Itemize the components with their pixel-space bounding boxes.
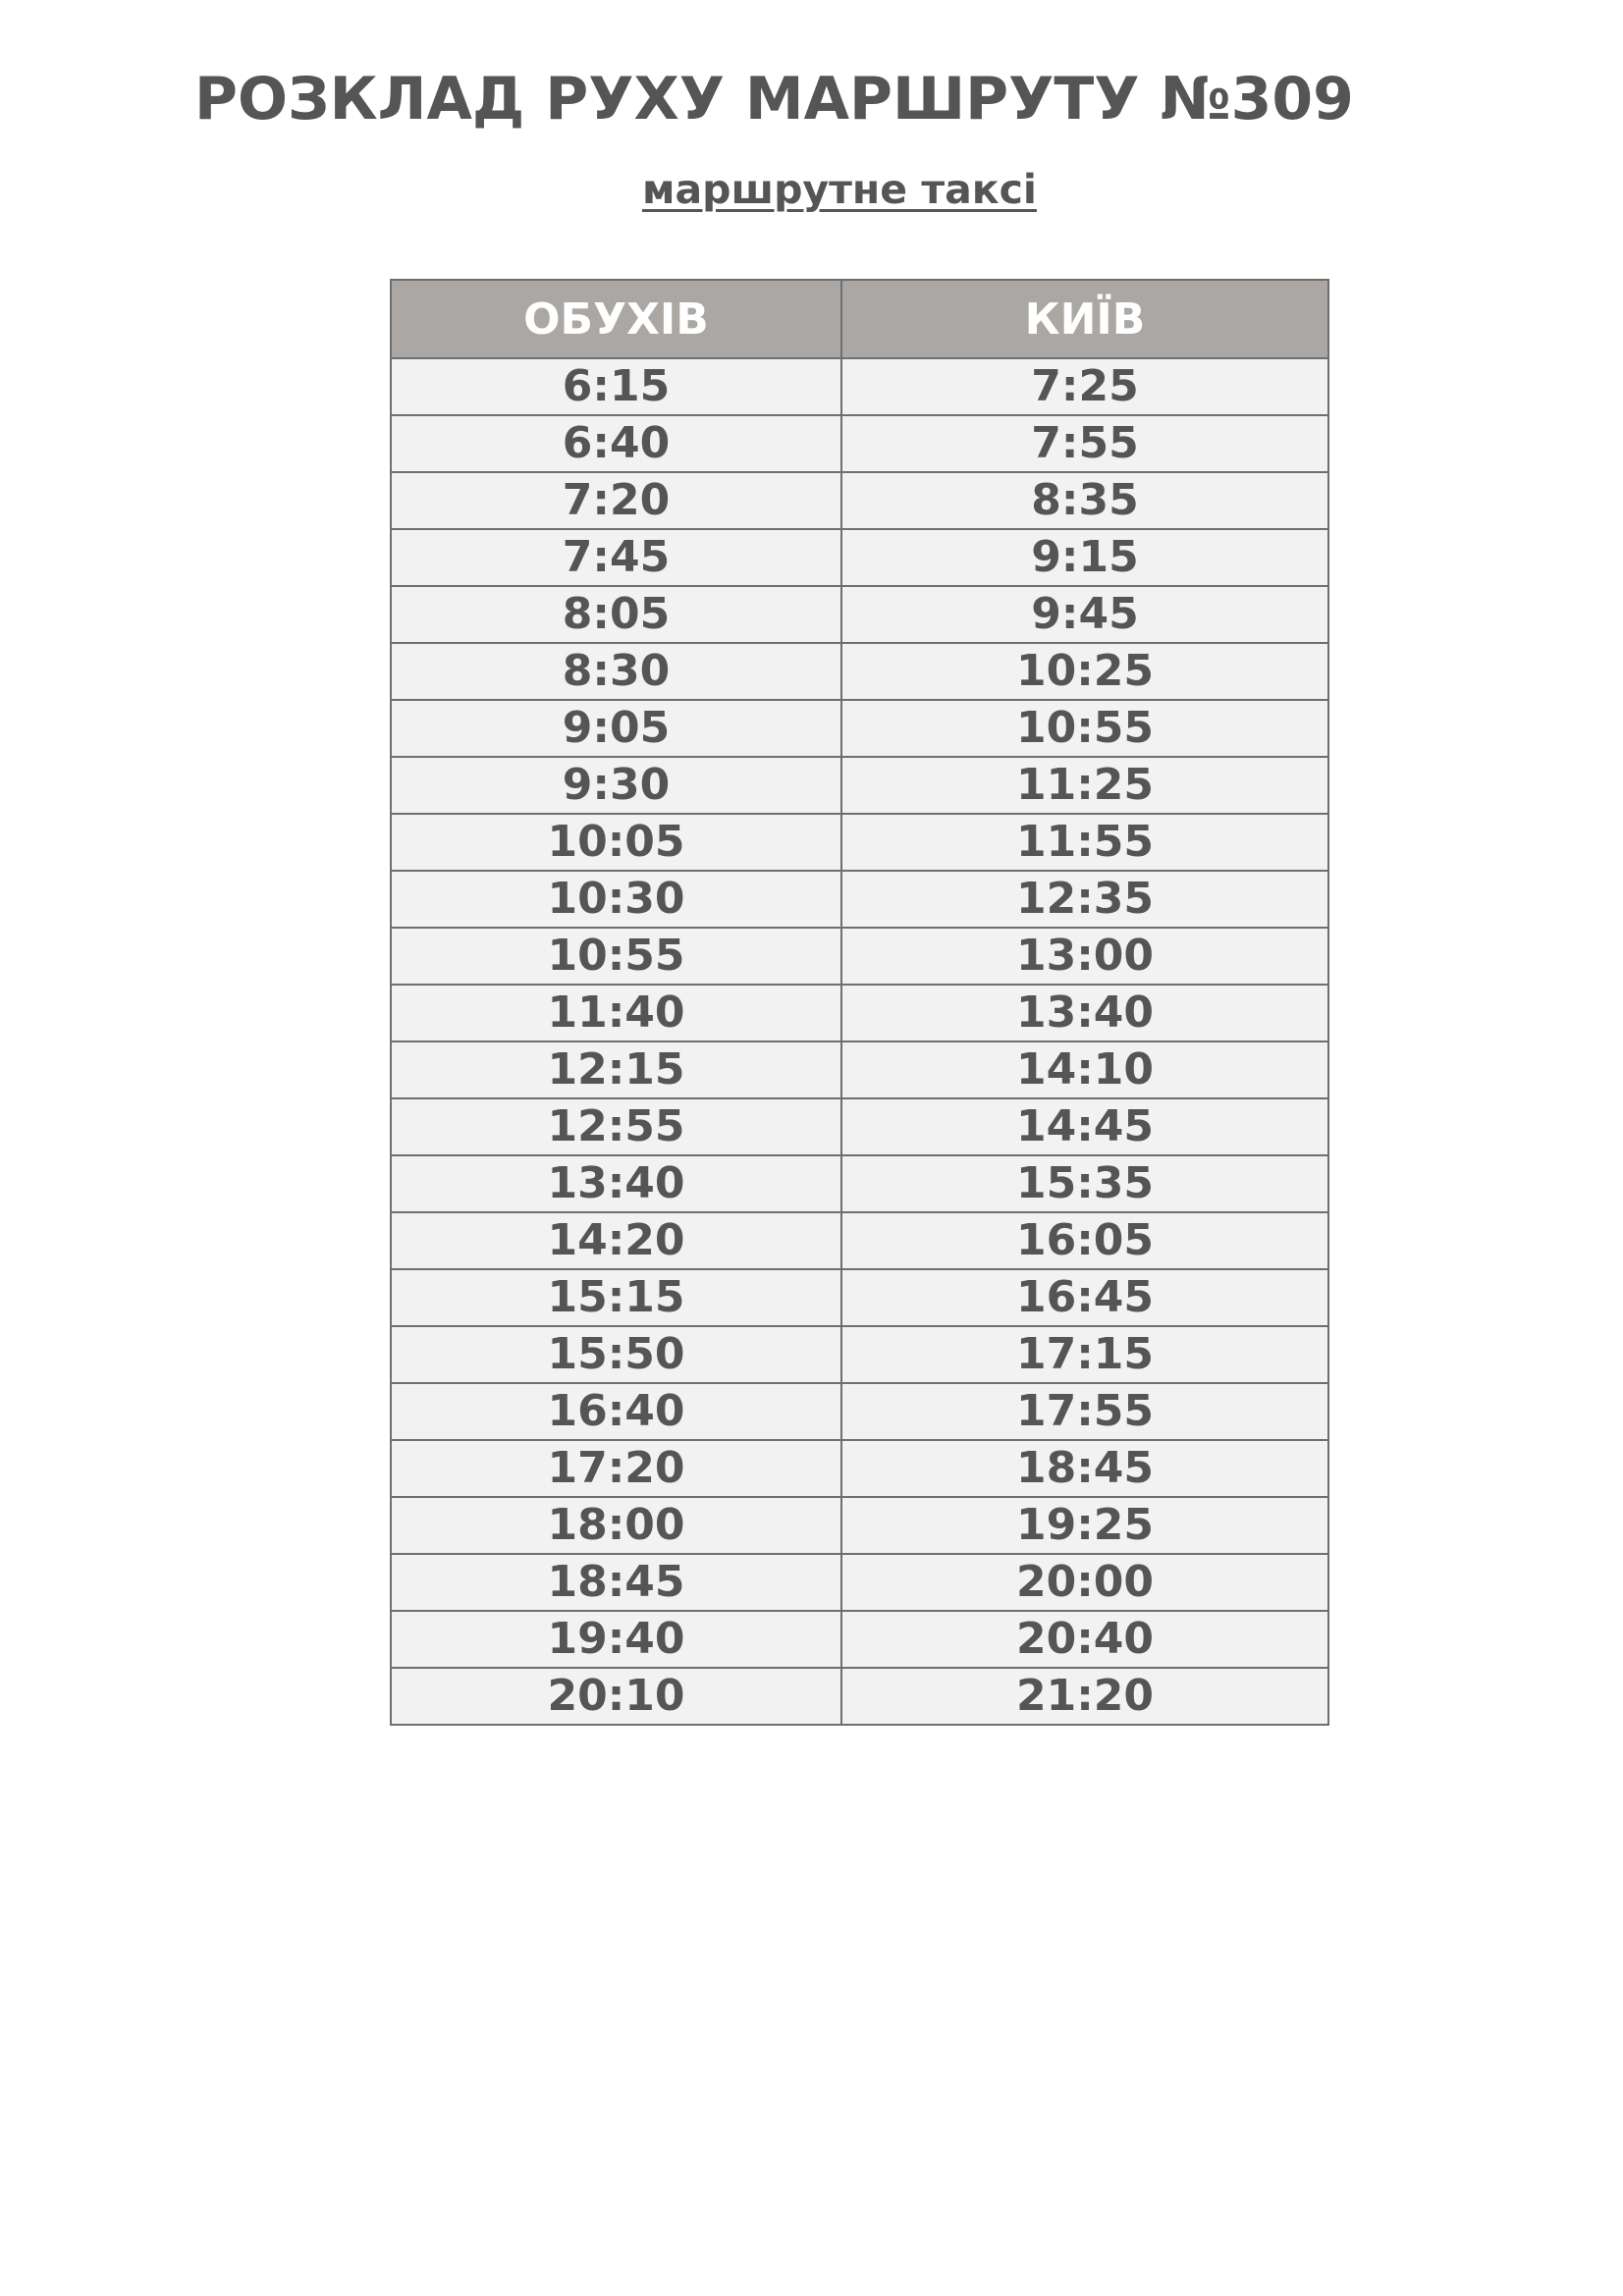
schedule-header-row [391, 280, 1328, 358]
table-row [391, 643, 1328, 700]
page-subtitle: маршрутне таксі [642, 166, 1037, 213]
departure-kyiv-cell: 17:55 [841, 1383, 1328, 1440]
table-row [391, 586, 1328, 643]
schedule-body [391, 358, 1328, 1725]
departure-obukhiv-cell: 6:15 [391, 358, 841, 415]
departure-kyiv-cell: 18:45 [841, 1440, 1328, 1497]
departure-obukhiv-cell: 13:40 [391, 1155, 841, 1212]
table-row [391, 1497, 1328, 1554]
departure-kyiv-cell: 19:25 [841, 1497, 1328, 1554]
departure-obukhiv-cell: 20:10 [391, 1668, 841, 1725]
table-row [391, 529, 1328, 586]
departure-kyiv-cell: 10:25 [841, 643, 1328, 700]
departure-obukhiv-cell: 19:40 [391, 1611, 841, 1668]
departure-obukhiv-cell: 8:30 [391, 643, 841, 700]
departure-obukhiv-cell: 15:50 [391, 1326, 841, 1383]
table-row [391, 1383, 1328, 1440]
departure-kyiv-cell: 9:45 [841, 586, 1328, 643]
departure-obukhiv-cell: 9:05 [391, 700, 841, 757]
table-row [391, 1326, 1328, 1383]
departure-obukhiv-cell: 18:00 [391, 1497, 841, 1554]
table-row [391, 871, 1328, 928]
departure-kyiv-cell: 16:45 [841, 1269, 1328, 1326]
table-row [391, 472, 1328, 529]
departure-kyiv-cell: 15:35 [841, 1155, 1328, 1212]
table-row [391, 1554, 1328, 1611]
departure-obukhiv-cell: 14:20 [391, 1212, 841, 1269]
table-row [391, 1098, 1328, 1155]
table-row [391, 1155, 1328, 1212]
departure-obukhiv-cell: 10:55 [391, 928, 841, 985]
departure-kyiv-cell: 11:55 [841, 814, 1328, 871]
departure-obukhiv-cell: 6:40 [391, 415, 841, 472]
departure-kyiv-cell: 14:10 [841, 1041, 1328, 1098]
departure-kyiv-cell: 12:35 [841, 871, 1328, 928]
departure-obukhiv-cell: 16:40 [391, 1383, 841, 1440]
departure-obukhiv-cell: 8:05 [391, 586, 841, 643]
departure-kyiv-cell: 14:45 [841, 1098, 1328, 1155]
table-row [391, 985, 1328, 1041]
table-row [391, 1611, 1328, 1668]
departure-obukhiv-cell: 7:45 [391, 529, 841, 586]
column-header-obukhiv: ОБУХІВ [391, 280, 841, 358]
departure-kyiv-cell: 20:00 [841, 1554, 1328, 1611]
departure-obukhiv-cell: 12:55 [391, 1098, 841, 1155]
departure-obukhiv-cell: 12:15 [391, 1041, 841, 1098]
table-row [391, 928, 1328, 985]
table-row [391, 1269, 1328, 1326]
table-row [391, 358, 1328, 415]
table-row [391, 1041, 1328, 1098]
column-header-kyiv: КИЇВ [841, 280, 1328, 358]
table-row [391, 415, 1328, 472]
departure-obukhiv-cell: 18:45 [391, 1554, 841, 1611]
departure-kyiv-cell: 13:40 [841, 985, 1328, 1041]
departure-kyiv-cell: 9:15 [841, 529, 1328, 586]
table-row [391, 1440, 1328, 1497]
schedule-table [390, 279, 1329, 1726]
departure-kyiv-cell: 16:05 [841, 1212, 1328, 1269]
departure-kyiv-cell: 11:25 [841, 757, 1328, 814]
departure-kyiv-cell: 7:55 [841, 415, 1328, 472]
departure-kyiv-cell: 20:40 [841, 1611, 1328, 1668]
departure-kyiv-cell: 21:20 [841, 1668, 1328, 1725]
departure-kyiv-cell: 13:00 [841, 928, 1328, 985]
departure-obukhiv-cell: 7:20 [391, 472, 841, 529]
departure-obukhiv-cell: 10:30 [391, 871, 841, 928]
table-row [391, 814, 1328, 871]
departure-obukhiv-cell: 15:15 [391, 1269, 841, 1326]
departure-kyiv-cell: 10:55 [841, 700, 1328, 757]
departure-obukhiv-cell: 10:05 [391, 814, 841, 871]
departure-kyiv-cell: 17:15 [841, 1326, 1328, 1383]
departure-obukhiv-cell: 9:30 [391, 757, 841, 814]
departure-obukhiv-cell: 17:20 [391, 1440, 841, 1497]
table-row [391, 1668, 1328, 1725]
table-row [391, 757, 1328, 814]
departure-obukhiv-cell: 11:40 [391, 985, 841, 1041]
departure-kyiv-cell: 7:25 [841, 358, 1328, 415]
table-row [391, 700, 1328, 757]
table-row [391, 1212, 1328, 1269]
departure-kyiv-cell: 8:35 [841, 472, 1328, 529]
page-title: РОЗКЛАД РУХУ МАРШРУТУ №309 [194, 65, 1354, 133]
